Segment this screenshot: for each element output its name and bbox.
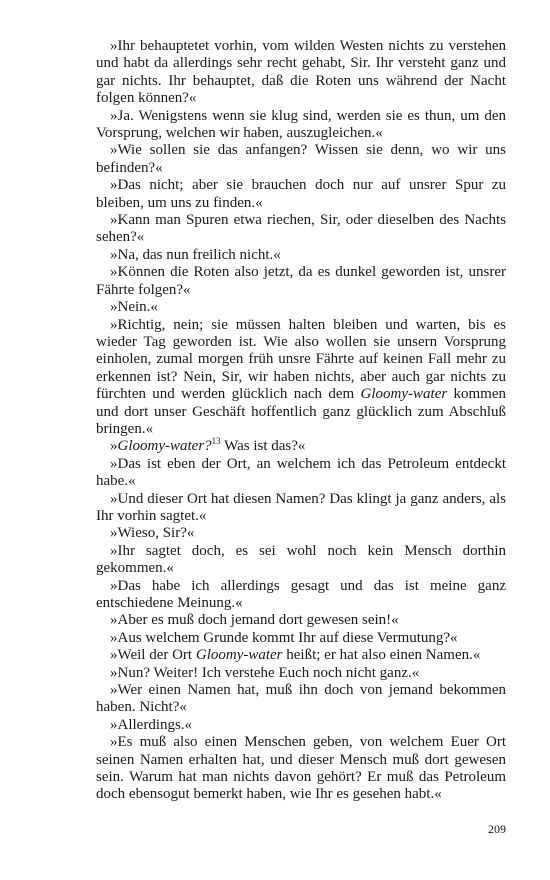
text-run: » (110, 438, 118, 455)
text-run: heißt; er hat also einen Namen.« (282, 647, 481, 664)
text-run: »Weil der Ort (110, 647, 196, 664)
paragraph (96, 682, 506, 717)
text-run: »Das ist eben der Ort, an welchem ich das Petroleum entdeckt habe.« (96, 455, 506, 490)
text-run: »Es muß also einen Menschen geben, von welchem Euer Ort seinen Namen erhalten hat, und dieser Mensch muß dort gewesen sein. Warum hat man nichts davon gehört? Er muß das Petroleum doch ebensogut bemerkt haben, wie Ihr es gesehen habt.« (96, 734, 506, 803)
text-run: »Richtig, nein; sie müssen halten bleiben und warten, bis es wieder Tag geworden ist. Wie also wollen sie unsern Vorsprung einholen, zumal morgen früh unsre Fährte auf keinen Fall mehr zu erkennen ist? Nein, Sir, wir haben nichts, aber auch gar nichts zu fürchten und werden glücklich nach dem (96, 316, 506, 403)
text-run: »Wer einen Namen hat, muß ihn doch von jemand bekommen haben. Nicht?« (96, 682, 506, 716)
paragraph (96, 647, 506, 664)
italic-term: Gloomy-water (195, 647, 283, 664)
paragraph (96, 525, 506, 542)
paragraph (96, 38, 506, 108)
text-run: kommen und dort unser Geschäft hoffentlich ganz glücklich zum Abschluß bringen.« (96, 386, 507, 437)
paragraph (96, 299, 506, 316)
paragraph (96, 264, 506, 299)
paragraph (96, 491, 506, 526)
paragraph (96, 734, 506, 804)
book-page-text (96, 38, 506, 804)
text-run: »Na, das nun freilich nicht.« (110, 246, 281, 263)
italic-term: Gloomy-water (360, 386, 448, 403)
text-run: »Das nicht; aber sie brauchen doch nur auf unsrer Spur zu bleiben, um uns zu finden.« (96, 177, 506, 211)
text-run: Was ist das?« (220, 438, 306, 455)
italic-term: Gloomy-water? (117, 438, 212, 455)
text-run: »Nun? Weiter! Ich verstehe Euch noch nicht ganz.« (110, 664, 420, 681)
paragraph (96, 108, 506, 143)
text-run: »Allerdings.« (110, 716, 193, 733)
paragraph (96, 438, 506, 455)
text-run: »Nein.« (110, 299, 158, 316)
paragraph (96, 665, 506, 682)
text-run: »Können die Roten also jetzt, da es dunkel geworden ist, unsrer Fährte folgen?« (96, 264, 506, 298)
footnote-marker: 13 (211, 436, 221, 447)
text-run: »Wie sollen sie das anfangen? Wissen sie denn, wo wir uns befinden?« (96, 142, 506, 176)
text-run: »Aber es muß doch jemand dort gewesen sein!« (110, 612, 399, 629)
paragraph (96, 177, 506, 212)
paragraph (96, 717, 506, 734)
text-run: »Ja. Wenigstens wenn sie klug sind, werden sie es thun, um den Vorsprung, welchen wir haben, auszugleichen.« (96, 107, 506, 142)
text-run: »Ihr behauptetet vorhin, vom wilden Westen nichts zu verstehen und habt da allerdings sehr recht gehabt, Sir. Ihr versteht ganz und gar nichts. Ihr behauptet, daß die Roten uns während der Nacht folgen können?« (96, 38, 506, 107)
paragraph (96, 578, 506, 613)
paragraph (96, 212, 506, 247)
paragraph (96, 247, 506, 264)
paragraph (96, 630, 506, 647)
text-run: »Wieso, Sir?« (110, 525, 195, 542)
text-run: »Ihr sagtet doch, es sei wohl noch kein Mensch dorthin gekommen.« (96, 542, 506, 577)
page-number: 209 (488, 822, 506, 836)
paragraph (96, 612, 506, 629)
text-run: »Aus welchem Grunde kommt Ihr auf diese Vermutung?« (110, 629, 458, 646)
paragraph (96, 456, 506, 491)
text-run: »Und dieser Ort hat diesen Namen? Das klingt ja ganz anders, als Ihr vorhin sagtet.« (96, 490, 506, 524)
paragraph (96, 317, 506, 439)
text-run: »Das habe ich allerdings gesagt und das ist meine ganz entschiedene Meinung.« (96, 577, 506, 611)
paragraph (96, 543, 506, 578)
text-run: »Kann man Spuren etwa riechen, Sir, oder dieselben des Nachts sehen?« (96, 212, 506, 246)
paragraph (96, 142, 506, 177)
